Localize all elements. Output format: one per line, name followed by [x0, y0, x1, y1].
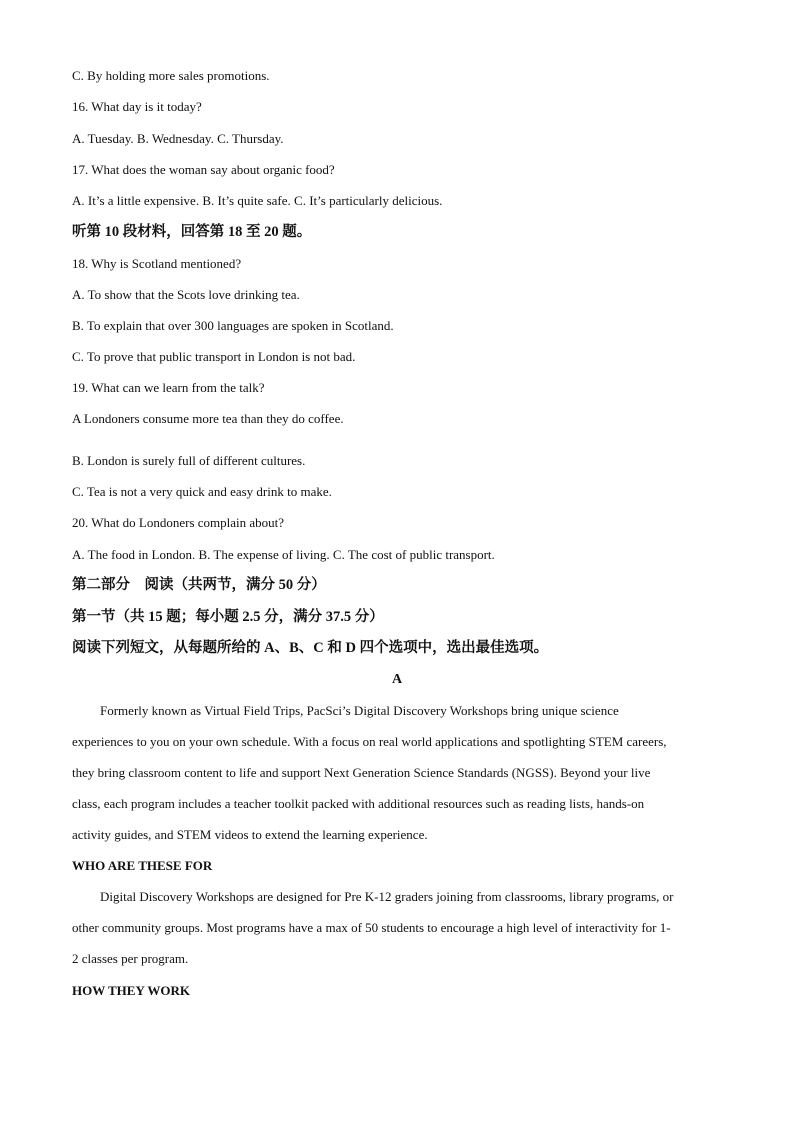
q19-question: 19. What can we learn from the talk? [72, 380, 265, 395]
reading-section-heading: 第一节（共 15 题；每小题 2.5 分，满分 37.5 分） [72, 609, 384, 625]
q16-question: 16. What day is it today? [72, 99, 202, 114]
q18-option-c: C. To prove that public transport in London is not bad. [72, 349, 356, 364]
q18-option-b: B. To explain that over 300 languages are spoken in Scotland. [72, 318, 394, 333]
paragraph-line: they bring classroom content to life and support Next Generation Science Standards (NGSS). Beyond your live [72, 765, 651, 780]
section10-heading: 听第 10 段材料，回答第 18 至 20 题。 [72, 224, 312, 240]
q17-question: 17. What does the woman say about organic food? [72, 162, 335, 177]
heading-who-for: WHO ARE THESE FOR [72, 858, 213, 873]
q19-option-a: A Londoners consume more tea than they do coffee. [72, 411, 344, 426]
q19-option-b: B. London is surely full of different cultures. [72, 453, 306, 468]
q15-option-c: C. By holding more sales promotions. [72, 68, 270, 83]
heading-how-work: HOW THEY WORK [72, 983, 190, 998]
paragraph-line: 2 classes per program. [72, 951, 189, 966]
passage-label: A [391, 672, 403, 687]
paragraph-line: Formerly known as Virtual Field Trips, PacSci’s Digital Discovery Workshops bring unique science [100, 703, 619, 718]
paragraph-line: class, each program includes a teacher toolkit packed with additional resources such as reading lists, hands-on [72, 796, 645, 811]
passage-paragraph-1 [72, 703, 722, 858]
paragraph-line: experiences to you on your own schedule. With a focus on real world applications and spotlighting STEM careers, [72, 734, 667, 749]
q20-question: 20. What do Londoners complain about? [72, 515, 285, 530]
q19-option-c: C. Tea is not a very quick and easy drink to make. [72, 484, 332, 499]
q18-question: 18. Why is Scotland mentioned? [72, 256, 242, 271]
reading-instruction: 阅读下列短文，从每题所给的 A、B、C 和 D 四个选项中，选出最佳选项。 [72, 640, 549, 656]
reading-part-heading: 第二部分 阅读（共两节，满分 50 分） [72, 577, 326, 593]
paragraph-line: activity guides, and STEM videos to extend the learning experience. [72, 827, 428, 842]
q16-options: A. Tuesday. B. Wednesday. C. Thursday. [72, 131, 284, 146]
paragraph-line: Digital Discovery Workshops are designed for Pre K-12 graders joining from classrooms, library programs, or [100, 889, 674, 904]
q18-option-a: A. To show that the Scots love drinking tea. [72, 287, 300, 302]
q17-options: A. It’s a little expensive. B. It’s quite safe. C. It’s particularly delicious. [72, 193, 443, 208]
passage-paragraph-2 [72, 889, 722, 982]
q20-options: A. The food in London. B. The expense of living. C. The cost of public transport. [72, 547, 495, 562]
paragraph-line: other community groups. Most programs have a max of 50 students to encourage a high level of interactivity for 1- [72, 920, 671, 935]
